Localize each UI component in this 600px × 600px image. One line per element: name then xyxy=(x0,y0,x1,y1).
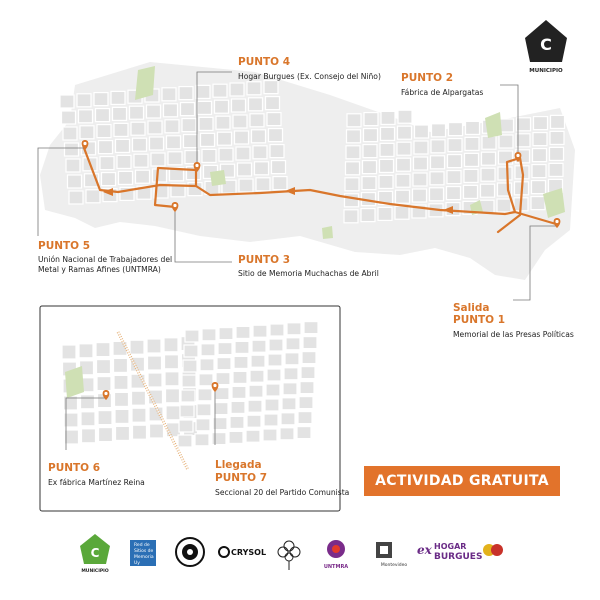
city-block xyxy=(284,368,298,380)
montevideo-label: Montevideo xyxy=(380,563,408,568)
city-block xyxy=(199,117,213,130)
city-block xyxy=(66,159,80,172)
untmra-logo xyxy=(324,540,348,570)
punto-3-text: Sitio de Memoria Muchachas de Abril xyxy=(238,269,379,278)
city-block xyxy=(201,133,215,146)
city-block xyxy=(304,322,318,334)
city-block xyxy=(232,386,246,398)
city-block xyxy=(102,173,116,186)
city-block xyxy=(131,122,145,135)
city-block xyxy=(97,125,111,138)
city-block xyxy=(202,329,216,341)
city-block xyxy=(196,419,210,431)
city-block xyxy=(69,191,83,204)
city-block xyxy=(398,110,412,123)
city-block xyxy=(447,171,461,184)
city-block xyxy=(185,330,199,342)
city-block xyxy=(413,173,427,186)
punto-6-title: PUNTO 6 xyxy=(48,462,101,474)
city-block xyxy=(100,157,114,170)
city-block xyxy=(297,427,311,439)
city-block xyxy=(232,99,246,112)
city-block xyxy=(148,356,162,370)
city-block xyxy=(113,107,127,120)
city-block xyxy=(86,190,100,203)
city-block xyxy=(165,372,179,386)
city-block xyxy=(65,430,79,444)
city-block xyxy=(166,389,180,403)
city-block xyxy=(166,406,180,420)
city-block xyxy=(181,103,195,116)
city-block xyxy=(380,143,394,156)
hogar-prefix: ex xyxy=(417,543,432,557)
city-block xyxy=(500,119,514,132)
city-block xyxy=(251,355,265,367)
city-block xyxy=(364,113,378,126)
city-block xyxy=(215,100,229,113)
city-block xyxy=(299,397,313,409)
city-block xyxy=(60,95,74,108)
crysol-label: CRYSOL xyxy=(231,548,267,557)
city-block xyxy=(344,210,358,223)
city-block xyxy=(63,127,77,140)
city-block xyxy=(151,153,165,166)
city-block xyxy=(219,148,233,161)
footer-municipio-label: MUNICIPIO xyxy=(81,569,109,574)
city-block xyxy=(283,383,297,395)
city-block xyxy=(532,165,546,178)
hogar-burgues-logo xyxy=(417,542,482,562)
city-block xyxy=(269,129,283,142)
city-block xyxy=(230,416,244,428)
city-block xyxy=(301,367,315,379)
city-block xyxy=(464,185,478,198)
city-block xyxy=(182,375,196,387)
punto-1-pre: Salida xyxy=(453,302,490,314)
city-block xyxy=(362,177,376,190)
punto-1-title: PUNTO 1 xyxy=(453,314,506,326)
city-block xyxy=(345,194,359,207)
city-block xyxy=(253,146,267,159)
city-block xyxy=(287,323,301,335)
city-block xyxy=(236,147,250,160)
punto-2-text: Fábrica de Alpargatas xyxy=(401,88,484,97)
city-block xyxy=(497,199,511,212)
city-block xyxy=(449,123,463,136)
city-block xyxy=(345,178,359,191)
city-block xyxy=(269,339,283,351)
red-sitios-line2: Sitios de xyxy=(134,549,154,554)
untmra-label: UNTMRA xyxy=(323,564,349,570)
city-block xyxy=(398,126,412,139)
city-block xyxy=(381,111,395,124)
city-block xyxy=(414,141,428,154)
city-block xyxy=(202,149,216,162)
city-block xyxy=(481,168,495,181)
city-block xyxy=(216,373,230,385)
city-block xyxy=(180,405,194,417)
city-block xyxy=(395,206,409,219)
city-block xyxy=(250,370,264,382)
city-block xyxy=(117,155,131,168)
city-block xyxy=(252,340,266,352)
flower-logo xyxy=(278,541,300,570)
city-block xyxy=(364,129,378,142)
city-block xyxy=(396,174,410,187)
city-block xyxy=(298,412,312,424)
city-block xyxy=(265,399,279,411)
city-block xyxy=(231,401,245,413)
city-block xyxy=(267,369,281,381)
city-block xyxy=(81,395,95,409)
city-block xyxy=(97,377,111,391)
city-block xyxy=(363,161,377,174)
city-block xyxy=(148,373,162,387)
city-block xyxy=(517,118,531,131)
city-block xyxy=(533,149,547,162)
city-block xyxy=(378,207,392,220)
city-block xyxy=(115,392,129,406)
city-block xyxy=(168,152,182,165)
red-sitios-line1: Red de xyxy=(134,543,150,548)
city-block xyxy=(347,130,361,143)
city-block xyxy=(482,152,496,165)
city-block xyxy=(164,338,178,352)
city-block xyxy=(379,175,393,188)
city-block xyxy=(183,360,197,372)
city-block xyxy=(213,84,227,97)
city-block xyxy=(397,142,411,155)
city-block xyxy=(236,326,250,338)
city-block xyxy=(448,139,462,152)
city-block xyxy=(65,143,79,156)
city-block xyxy=(116,426,130,440)
city-block xyxy=(199,374,213,386)
city-block xyxy=(94,93,108,106)
city-block xyxy=(114,123,128,136)
city-block xyxy=(532,181,546,194)
city-block xyxy=(164,104,178,117)
city-block xyxy=(286,338,300,350)
city-block xyxy=(498,167,512,180)
city-block xyxy=(266,97,280,110)
city-block xyxy=(430,188,444,201)
city-block xyxy=(413,189,427,202)
city-block xyxy=(233,371,247,383)
city-block xyxy=(165,120,179,133)
city-block xyxy=(79,344,93,358)
city-block xyxy=(282,398,296,410)
city-block xyxy=(218,343,232,355)
city-block xyxy=(150,424,164,438)
city-block xyxy=(249,385,263,397)
city-block xyxy=(270,145,284,158)
city-block xyxy=(300,382,314,394)
city-block xyxy=(167,136,181,149)
footer-logos xyxy=(0,520,600,600)
city-block xyxy=(346,162,360,175)
city-block xyxy=(134,154,148,167)
city-block xyxy=(303,337,317,349)
city-block xyxy=(111,91,125,104)
city-block xyxy=(431,156,445,169)
municipio-logo-letter: C xyxy=(540,35,552,54)
city-block xyxy=(196,85,210,98)
city-block xyxy=(114,358,128,372)
city-block xyxy=(448,155,462,168)
city-block xyxy=(432,124,446,137)
city-block xyxy=(415,125,429,138)
city-block xyxy=(184,135,198,148)
city-block xyxy=(229,431,243,443)
city-block xyxy=(253,325,267,337)
city-block xyxy=(132,408,146,422)
punto-2-title: PUNTO 2 xyxy=(401,72,454,84)
footer-municipio-letter: C xyxy=(90,546,100,560)
city-block xyxy=(550,131,564,144)
city-block xyxy=(465,137,479,150)
city-block xyxy=(99,141,113,154)
city-block xyxy=(238,163,252,176)
city-block xyxy=(77,94,91,107)
city-block xyxy=(481,184,495,197)
city-block xyxy=(198,389,212,401)
city-block xyxy=(273,177,287,190)
city-block xyxy=(212,433,226,445)
city-block xyxy=(249,98,263,111)
park-shape xyxy=(210,170,226,186)
city-block xyxy=(215,388,229,400)
park-shape xyxy=(135,66,155,100)
city-block xyxy=(62,345,76,359)
city-block xyxy=(534,117,548,130)
free-activity-badge: ACTIVIDAD GRATUITA xyxy=(364,466,560,496)
city-block xyxy=(280,428,294,440)
city-block xyxy=(247,82,261,95)
city-block xyxy=(268,354,282,366)
city-block xyxy=(397,158,411,171)
hogar-line1: HOGAR xyxy=(434,542,467,551)
montevideo-logo xyxy=(376,542,407,568)
city-block xyxy=(150,137,164,150)
city-block xyxy=(551,115,565,128)
city-block xyxy=(255,162,269,175)
punto-6-text: Ex fábrica Martínez Reina xyxy=(48,478,145,487)
city-block xyxy=(218,132,232,145)
city-block xyxy=(285,353,299,365)
city-block xyxy=(302,352,316,364)
city-block xyxy=(82,429,96,443)
city-block xyxy=(99,428,113,442)
punto-4-title: PUNTO 4 xyxy=(238,56,291,68)
city-block xyxy=(414,157,428,170)
city-block xyxy=(246,430,260,442)
punto-1-text: Memorial de las Presas Políticas xyxy=(453,330,574,339)
city-block xyxy=(148,121,162,134)
city-block xyxy=(549,163,563,176)
city-block xyxy=(264,414,278,426)
city-block xyxy=(219,328,233,340)
city-block xyxy=(250,114,264,127)
city-block xyxy=(182,119,196,132)
city-block xyxy=(466,121,480,134)
city-block xyxy=(97,360,111,374)
city-block xyxy=(153,169,167,182)
city-block xyxy=(79,110,93,123)
punto-7-title: PUNTO 7 xyxy=(215,472,268,484)
municipio-logo-top xyxy=(525,20,567,74)
city-block xyxy=(264,81,278,94)
city-block xyxy=(147,339,161,353)
punto-5-text-line2: Metal y Ramas Afines (UNTMRA) xyxy=(38,265,161,274)
city-block xyxy=(270,324,284,336)
red-sitios-line3: Memoria xyxy=(134,555,154,560)
city-block xyxy=(361,209,375,222)
city-block xyxy=(114,375,128,389)
city-block xyxy=(430,172,444,185)
red-sitios-line4: Uy xyxy=(134,561,140,566)
city-block xyxy=(184,345,198,357)
city-block xyxy=(147,105,161,118)
red-sitios-logo xyxy=(130,540,156,566)
city-block xyxy=(380,159,394,172)
city-block xyxy=(201,344,215,356)
city-block xyxy=(465,153,479,166)
city-block xyxy=(531,197,545,210)
city-block xyxy=(214,403,228,415)
city-block xyxy=(116,139,130,152)
crysol-logo xyxy=(219,547,266,557)
city-block xyxy=(396,190,410,203)
city-block xyxy=(252,130,266,143)
park-shape xyxy=(485,112,502,138)
city-block xyxy=(431,140,445,153)
punto-7-pre: Llegada xyxy=(215,459,262,471)
city-block xyxy=(130,340,144,354)
city-block xyxy=(217,358,231,370)
city-block xyxy=(181,390,195,402)
city-block xyxy=(62,111,76,124)
city-block xyxy=(233,115,247,128)
punto-3-title: PUNTO 3 xyxy=(238,254,291,266)
city-block xyxy=(98,411,112,425)
city-block xyxy=(198,101,212,114)
city-block xyxy=(197,404,211,416)
city-block xyxy=(363,145,377,158)
city-block xyxy=(119,171,133,184)
city-block xyxy=(162,88,176,101)
city-block xyxy=(178,435,192,447)
city-block xyxy=(266,384,280,396)
city-block xyxy=(550,147,564,160)
hogar-line2: BURGUES xyxy=(434,552,483,562)
city-block xyxy=(464,169,478,182)
city-block xyxy=(247,415,261,427)
city-block xyxy=(281,413,295,425)
city-block xyxy=(256,178,270,191)
city-block xyxy=(96,109,110,122)
city-block xyxy=(81,412,95,426)
city-block xyxy=(133,138,147,151)
city-block xyxy=(132,391,146,405)
municipio-logo-name: MUNICIPIO xyxy=(529,68,563,74)
city-block xyxy=(248,400,262,412)
city-block xyxy=(200,359,214,371)
city-block xyxy=(347,114,361,127)
city-block xyxy=(68,175,82,188)
city-block xyxy=(80,126,94,139)
city-block xyxy=(235,341,249,353)
city-block xyxy=(239,179,253,192)
city-block xyxy=(235,131,249,144)
city-block xyxy=(381,127,395,140)
park-shape xyxy=(322,226,333,239)
city-block xyxy=(179,420,193,432)
city-block xyxy=(234,356,248,368)
city-block xyxy=(533,133,547,146)
punto-5-text-line1: Unión Nacional de Trabajadores del xyxy=(38,255,173,264)
city-block xyxy=(179,87,193,100)
punto-5-title: PUNTO 5 xyxy=(38,240,91,252)
city-block xyxy=(136,170,150,183)
city-block xyxy=(230,83,244,96)
city-block xyxy=(482,136,496,149)
city-block xyxy=(115,409,129,423)
city-block xyxy=(263,429,277,441)
city-block xyxy=(195,434,209,446)
city-block xyxy=(346,146,360,159)
footer-municipio-logo xyxy=(80,534,110,574)
city-block xyxy=(130,106,144,119)
city-block xyxy=(165,355,179,369)
city-block xyxy=(216,116,230,129)
city-block xyxy=(499,135,513,148)
punto-7-text: Seccional 20 del Partido Comunista xyxy=(215,488,350,497)
city-block xyxy=(267,113,281,126)
city-block xyxy=(447,187,461,200)
seccional-20-logo xyxy=(483,544,503,556)
punto-4-text: Hogar Burgues (Ex. Consejo del Niño) xyxy=(238,72,381,81)
city-block xyxy=(96,343,110,357)
city-block xyxy=(272,161,286,174)
city-block xyxy=(133,425,147,439)
circular-stamp-logo xyxy=(176,538,204,566)
